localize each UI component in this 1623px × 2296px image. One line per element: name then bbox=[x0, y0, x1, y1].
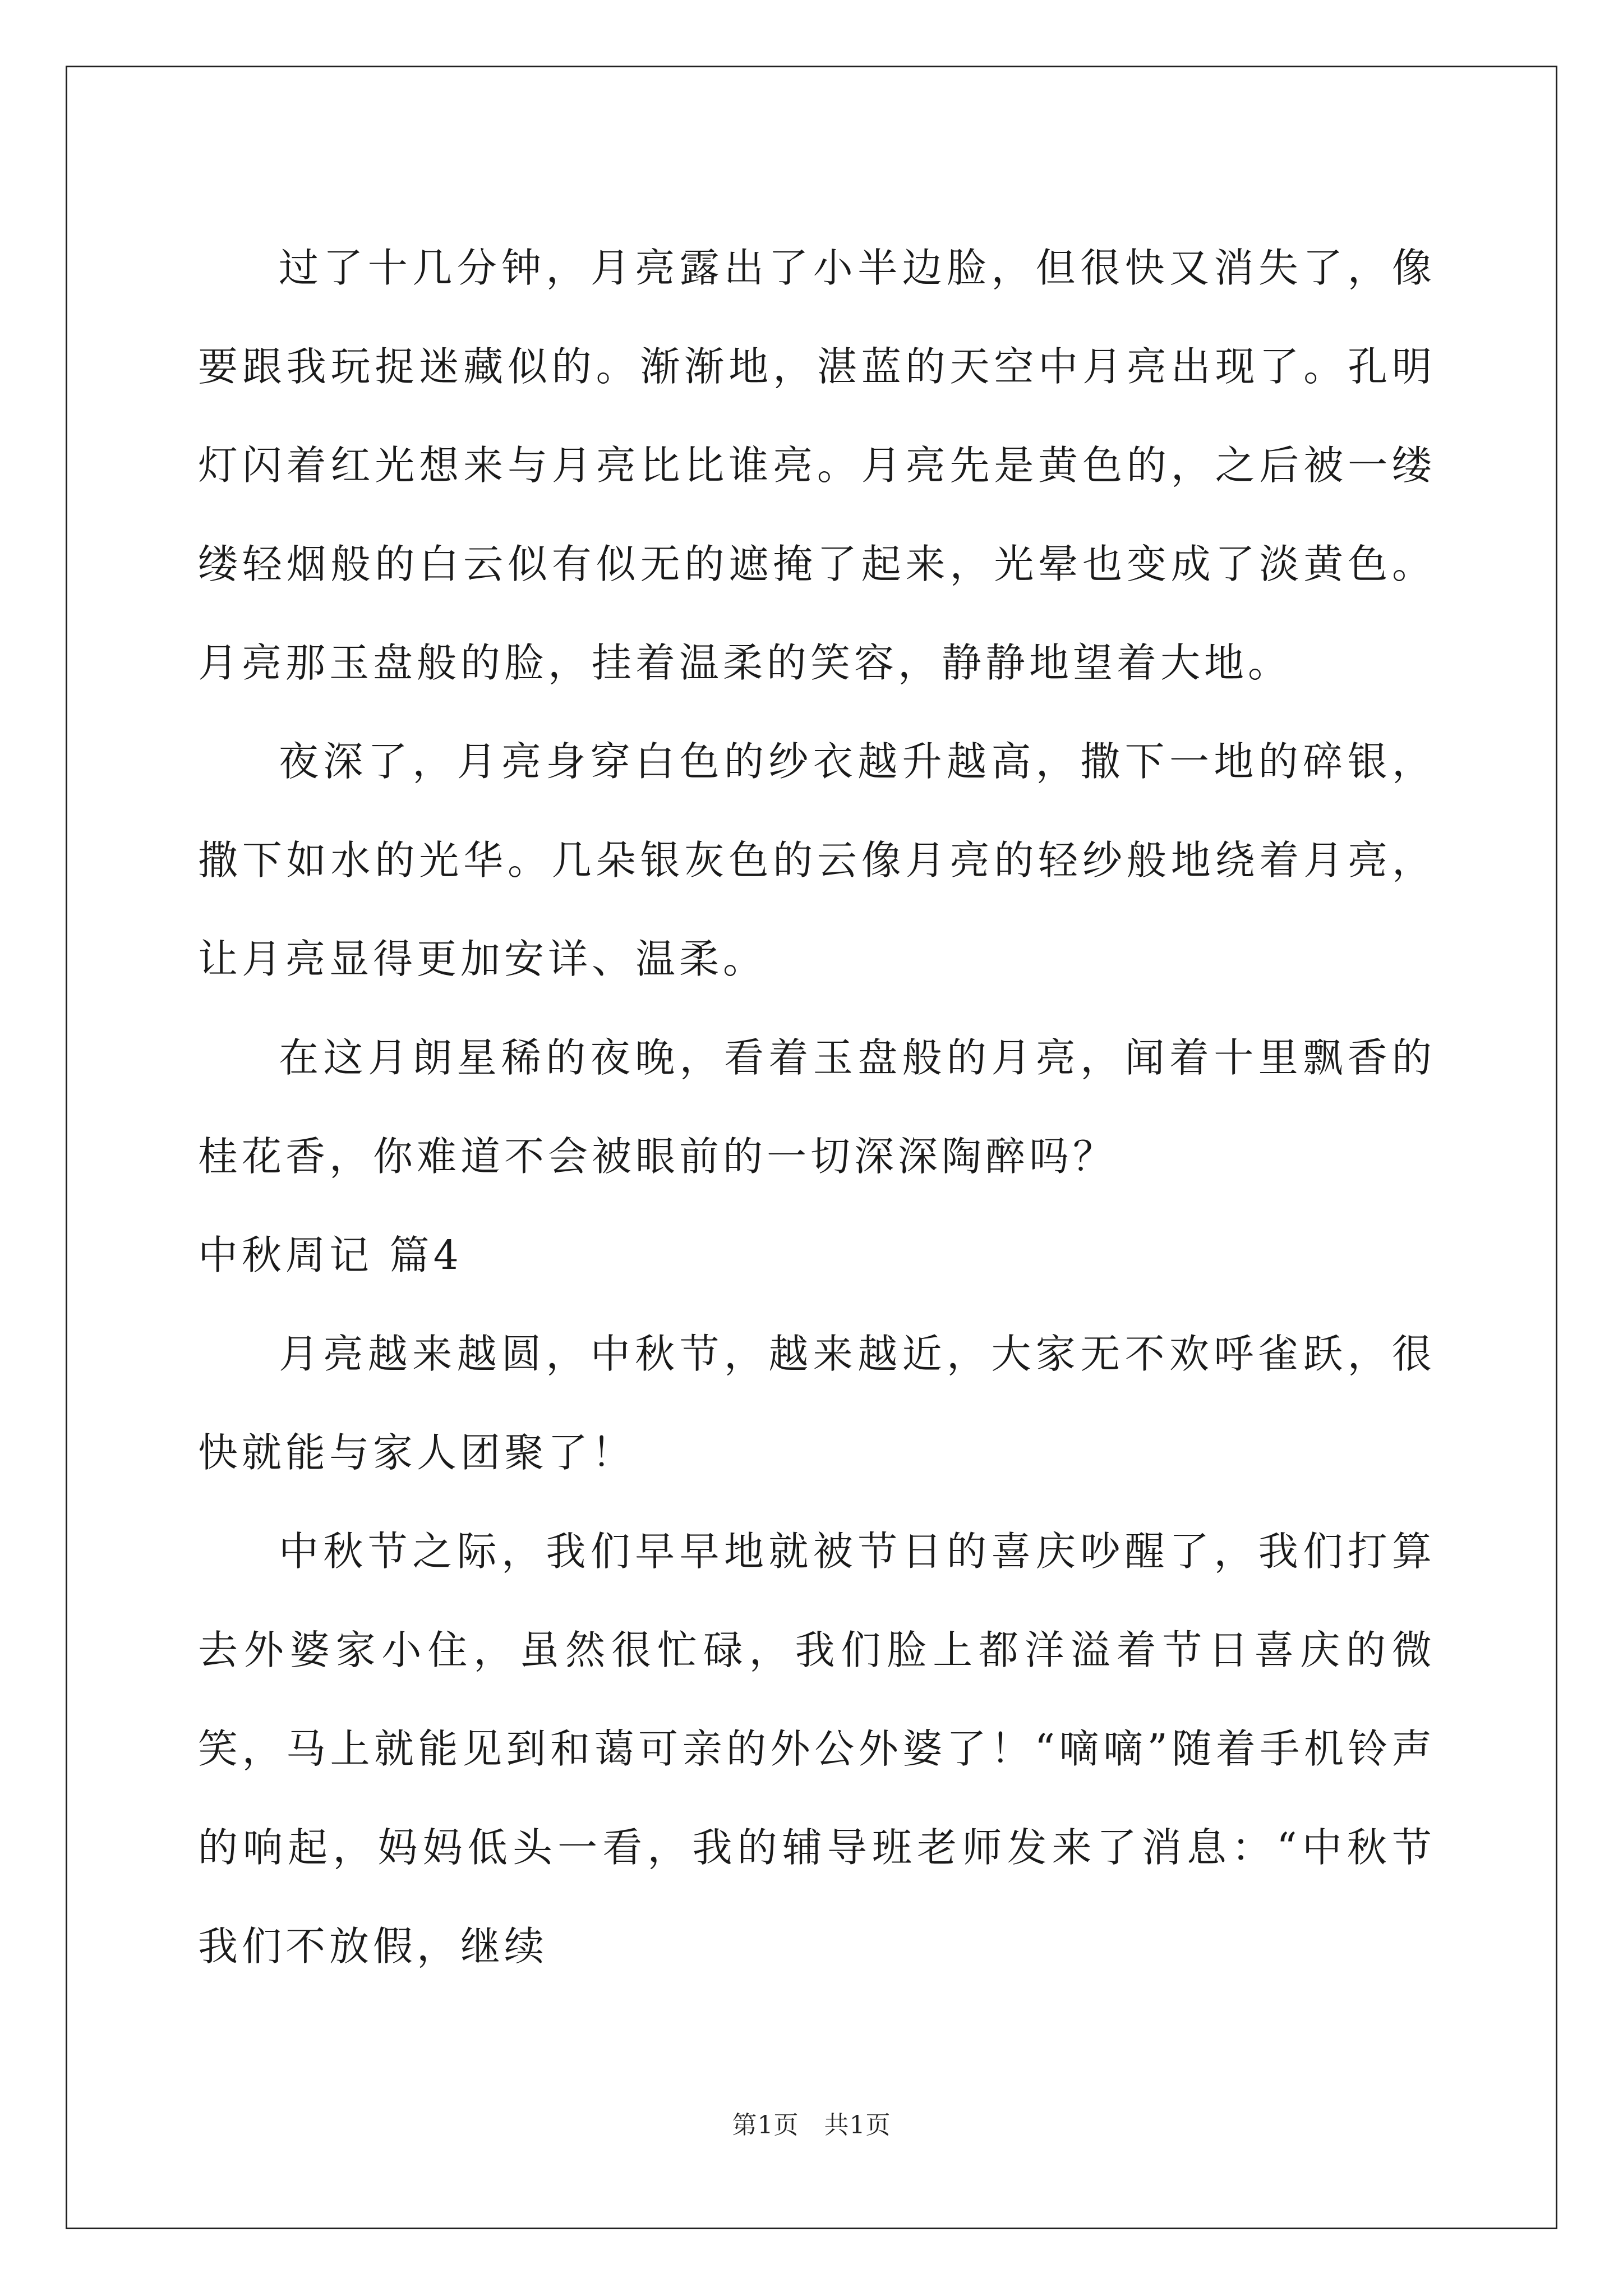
paragraph: 中秋节之际，我们早早地就被节日的喜庆吵醒了，我们打算去外婆家小住，虽然很忙碌，我们脸上都洋溢着节日喜庆的微笑，马上就能见到和蔼可亲的外公外婆了！“嘀嘀”随着手机铃声的响起，妈妈低头一看，我的辅导班老师发来了消息：“中秋节我们不放假，继续 bbox=[198, 1528, 1436, 1970]
paragraph: 夜深了，月亮身穿白色的纱衣越升越高，撒下一地的碎银，撒下如水的光华。几朵银灰色的云像月亮的轻纱般地绕着月亮，让月亮显得更加安详、温柔。 bbox=[198, 738, 1436, 982]
page-total: 共1页 bbox=[824, 2111, 891, 2139]
document-body bbox=[198, 219, 1436, 1996]
paragraph: 过了十几分钟，月亮露出了小半边脸，但很快又消失了，像要跟我玩捉迷藏似的。渐渐地，湛蓝的天空中月亮出现了。孔明灯闪着红光想来与月亮比比谁亮。月亮先是黄色的，之后被一缕缕轻烟般的白云似有似无的遮掩了起来，光晕也变成了淡黄色。月亮那玉盘般的脸，挂着温柔的笑容，静静地望着大地。 bbox=[198, 245, 1436, 686]
section-heading: 中秋周记 篇4 bbox=[198, 1232, 463, 1278]
paragraph: 月亮越来越圆，中秋节，越来越近，大家无不欢呼雀跃，很快就能与家人团聚了！ bbox=[198, 1331, 1436, 1476]
page-number: 第1页 bbox=[732, 2111, 799, 2139]
paragraph: 在这月朗星稀的夜晚，看着玉盘般的月亮，闻着十里飘香的桂花香，你难道不会被眼前的一切深深陶醉吗？ bbox=[198, 1034, 1436, 1180]
page-footer bbox=[0, 2105, 1623, 2141]
